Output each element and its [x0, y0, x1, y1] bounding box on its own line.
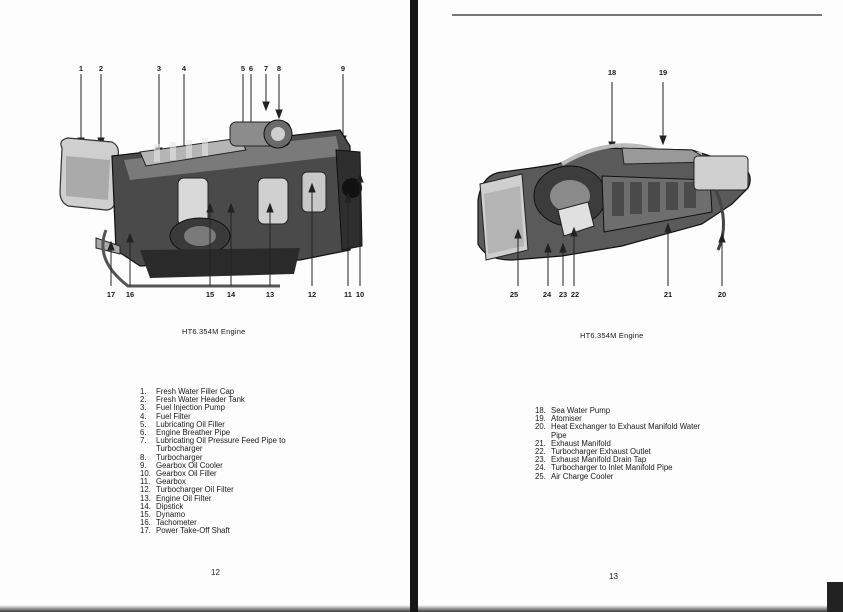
legend-item-number: 17. [140, 526, 151, 536]
engine-photo-rear [462, 64, 762, 296]
legend-item-text: Tachometer [156, 518, 197, 528]
legend-item-text: Fuel Filter [156, 411, 191, 421]
legend-item-number: 7. [140, 436, 147, 446]
legend-item-number: 21. [535, 438, 546, 448]
legend-item-text: Exhaust Manifold [551, 438, 611, 448]
legend-item-text: Turbocharger Exhaust Outlet [551, 447, 651, 457]
book-gutter [410, 0, 418, 612]
callout-label: 3 [156, 64, 162, 73]
legend-item-number: 11. [140, 477, 151, 487]
legend-item-number: 2. [140, 395, 147, 405]
callout-label: 6 [248, 64, 254, 73]
legend-item-text: Engine Oil Filter [156, 493, 212, 503]
page-bottom-edge [418, 605, 843, 612]
figure-caption: HT6.354M Engine [182, 327, 246, 336]
legend-item-number: 24. [535, 463, 546, 473]
legend-item-number: 4. [140, 411, 147, 421]
legend-item-number: 1. [140, 387, 147, 396]
callout-label: 9 [340, 64, 346, 73]
callout-label: 20 [717, 290, 727, 299]
engine-photo-front [50, 60, 390, 300]
parts-legend [140, 388, 330, 536]
callout-label: 7 [263, 64, 269, 73]
legend-item-number: 18. [535, 406, 546, 415]
legend-item-text: Turbocharger [156, 452, 203, 462]
legend-item-number: 25. [535, 471, 546, 481]
callout-label: 24 [542, 290, 552, 299]
legend-item-text: Heat Exchanger to Exhaust Manifold Water Pipe [551, 422, 701, 440]
legend-item-number: 16. [140, 518, 151, 528]
legend-item [140, 527, 330, 535]
legend-item-text: Lubricating Oil Pressure Feed Pipe to Turbocharger [156, 436, 286, 454]
legend-item-text: Air Charge Cooler [551, 471, 614, 481]
callout-label: 22 [570, 290, 580, 299]
legend-item-text: Turbocharger to Inlet Manifold Pipe [551, 463, 673, 473]
callout-label: 8 [276, 64, 282, 73]
legend-item-number: 15. [140, 510, 151, 520]
page-bottom-edge [0, 605, 410, 612]
legend-item-number: 14. [140, 501, 151, 511]
callout-label: 13 [265, 290, 275, 299]
callout-label: 21 [663, 290, 673, 299]
callout-label: 1 [78, 64, 84, 73]
legend-item [140, 437, 330, 453]
page-edge-line [452, 14, 822, 16]
page-corner-shadow [827, 582, 843, 612]
legend-item-number: 6. [140, 428, 147, 438]
legend-item-text: Gearbox Oil Cooler [156, 460, 223, 470]
callout-label: 25 [509, 290, 519, 299]
legend-item-text: Atomiser [551, 414, 582, 424]
callout-label: 15 [205, 290, 215, 299]
legend-item-text: Fuel Injection Pump [156, 403, 225, 413]
callout-label: 18 [607, 68, 617, 77]
callout-label: 16 [125, 290, 135, 299]
callout-label: 12 [307, 290, 317, 299]
legend-item-number: 20. [535, 422, 546, 432]
legend-item-text: Gearbox [156, 477, 186, 487]
callout-label: 5 [240, 64, 246, 73]
legend-item-text: Exhaust Manifold Drain Tap [551, 455, 647, 465]
legend-item-text: Sea Water Pump [551, 406, 611, 415]
legend-item-text: Power Take-Off Shaft [156, 526, 230, 536]
callout-label: 10 [355, 290, 365, 299]
page-number: 13 [609, 572, 618, 581]
legend-item-number: 23. [535, 455, 546, 465]
legend-item-number: 10. [140, 469, 151, 479]
legend-item-number: 13. [140, 493, 151, 503]
legend-item-text: Fresh Water Filler Cap [156, 387, 235, 396]
legend-item-number: 8. [140, 452, 147, 462]
legend-item-text: Turbocharger Oil Filter [156, 485, 234, 495]
legend-item-text: Fresh Water Header Tank [156, 395, 245, 405]
callout-label: 19 [658, 68, 668, 77]
callout-label: 23 [558, 290, 568, 299]
legend-item-number: 19. [535, 414, 546, 424]
legend-item-text: Dipstick [156, 501, 184, 511]
callout-label: 17 [106, 290, 116, 299]
callout-label: 2 [98, 64, 104, 73]
legend-item [535, 473, 705, 481]
legend-item [535, 423, 705, 439]
legend-item-text: Gearbox Oil Filler [156, 469, 217, 479]
legend-item-number: 12. [140, 485, 151, 495]
figure-caption: HT6.354M Engine [580, 331, 644, 340]
callout-label: 4 [181, 64, 187, 73]
callout-label: 14 [226, 290, 236, 299]
page-number: 12 [211, 568, 220, 577]
legend-item-text: Engine Breather Pipe [156, 428, 231, 438]
callout-label: 11 [344, 290, 352, 299]
legend-item-number: 22. [535, 447, 546, 457]
legend-item-number: 9. [140, 460, 147, 470]
legend-item-text: Lubricating Oil Filler [156, 419, 225, 429]
legend-item-number: 3. [140, 403, 147, 413]
parts-legend [535, 407, 705, 481]
legend-item-number: 5. [140, 419, 147, 429]
legend-item-text: Dynamo [156, 510, 186, 520]
